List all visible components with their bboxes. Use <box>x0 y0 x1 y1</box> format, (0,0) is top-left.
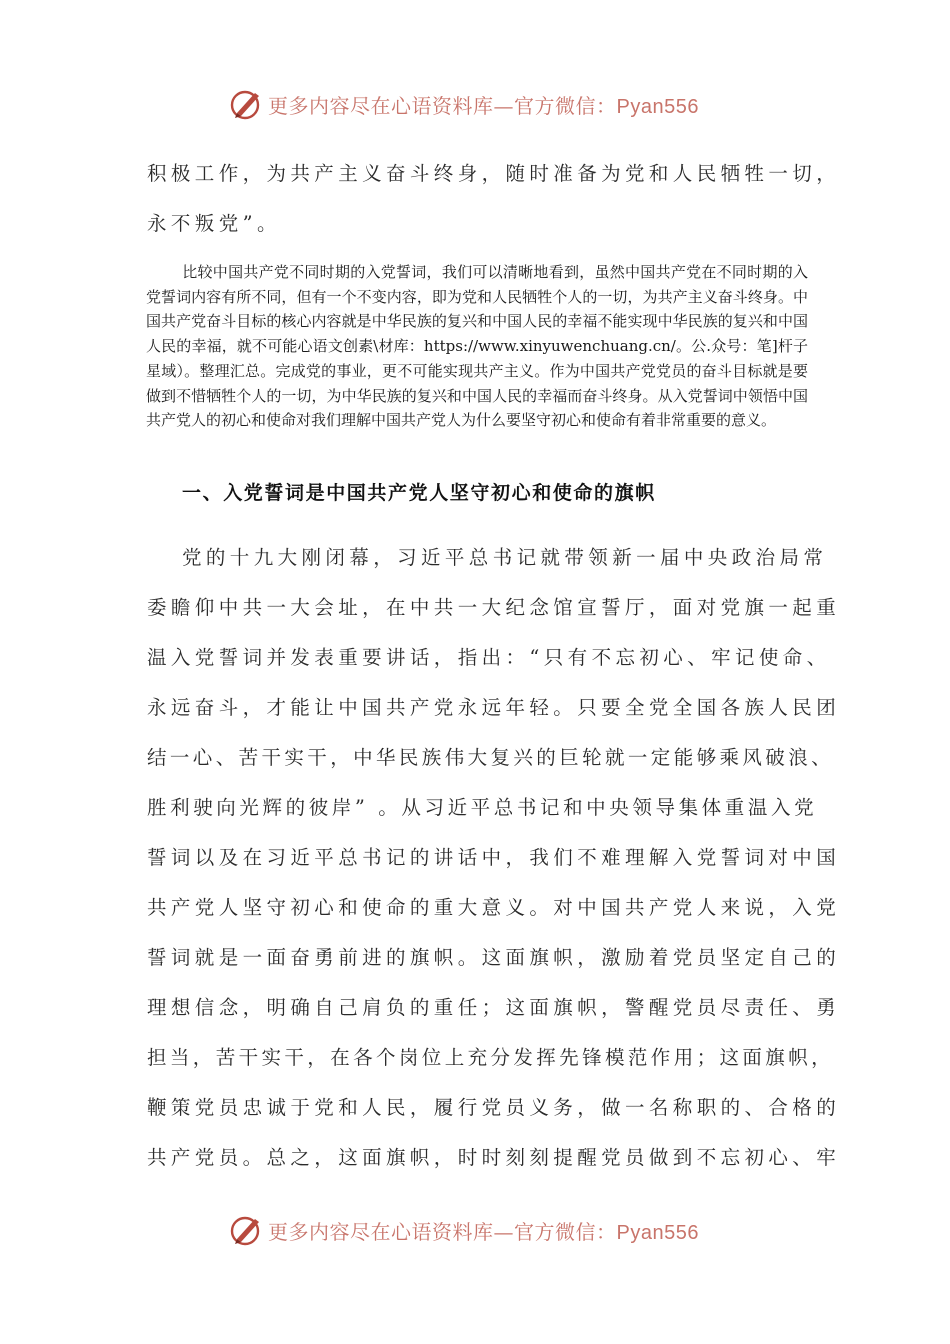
section-line: 共产党员。总之，这面旗帜，时时刻刻提醒党员做到不忘初心、牢 <box>147 1146 841 1169</box>
banner-wechat-id: Pyan556 <box>616 95 699 118</box>
section-line: 誓词以及在习近平总书记的讲话中，我们不难理解入党誓词对中国 <box>147 846 841 869</box>
section-line: 结一心、苦干实干，中华民族伟大复兴的巨轮就一定能够乘风破浪、 <box>147 746 835 769</box>
section-line: 理想信念，明确自己肩负的重任；这面旗帜，警醒党员尽责任、勇 <box>147 996 841 1019</box>
banner-text: 更多内容尽在心语资料库—官方微信：Pyan556 <box>268 93 699 118</box>
comparison-paragraph: 比较中国共产党不同时期的入党誓词，我们可以清晰地看到，虽然中国共产党在不同时期的入党誓词内容有所不同，但有一个不变内容，即为党和人民牺牲个人的一切，为共产主义奋斗终身。中国共产党奋斗目标的核心内容就是中华民族的复兴和中国人民的幸福不能实现中华民族的复兴和中国人民的幸福，就不可能心语文创素\材库：https://www.xinyuwenchuang.cn/。公.众号：笔]杆子星域）。整理汇总。完成党的事业，更不可能实现共产主义。作为中国共产党党员的奋斗目标就是要做到不惜牺牲个人的一切，为中华民族的复兴和中国人民的幸福而奋斗终身。从入党誓词中领悟中国共产党人的初心和使命对我们理解中国共产党人为什么要坚守初心和使命有着非常重要的意义。 <box>146 263 808 430</box>
intro-line-2: 永不叛党”。 <box>147 212 281 235</box>
section-heading: 一、入党誓词是中国共产党人坚守初心和使命的旗帜 <box>182 482 656 504</box>
section-line: 鞭策党员忠诚于党和人民，履行党员义务，做一名称职的、合格的 <box>147 1096 841 1119</box>
banner-wechat-id: Pyan556 <box>616 1221 699 1244</box>
banner-text: 更多内容尽在心语资料库—官方微信：Pyan556 <box>268 1219 699 1244</box>
section-line: 温入党誓词并发表重要讲话，指出：“只有不忘初心、牢记使命、 <box>147 646 831 669</box>
pen-logo-icon <box>228 1212 264 1248</box>
section-line: 党的十九大刚闭幕，习近平总书记就带领新一届中央政治局常 <box>182 546 828 569</box>
footer-banner <box>228 1210 748 1250</box>
header-banner <box>228 84 748 124</box>
section-line: 委瞻仰中共一大会址，在中共一大纪念馆宣誓厅，面对党旗一起重 <box>147 596 841 619</box>
section-line: 誓词就是一面奋勇前进的旗帜。这面旗帜，激励着党员坚定自己的 <box>147 946 841 969</box>
section-line: 共产党人坚守初心和使命的重大意义。对中国共产党人来说，入党 <box>147 896 841 919</box>
section-line: 胜利驶向光辉的彼岸” 。从习近平总书记和中央领导集体重温入党 <box>147 796 818 819</box>
pen-logo-icon <box>228 86 264 122</box>
section-line: 永远奋斗，才能让中国共产党永远年轻。只要全党全国各族人民团 <box>147 696 841 719</box>
section-line: 担当，苦干实干，在各个岗位上充分发挥先锋模范作用；这面旗帜， <box>147 1046 835 1069</box>
intro-line-1: 积极工作，为共产主义奋斗终身，随时准备为党和人民牺牲一切， <box>147 162 841 185</box>
